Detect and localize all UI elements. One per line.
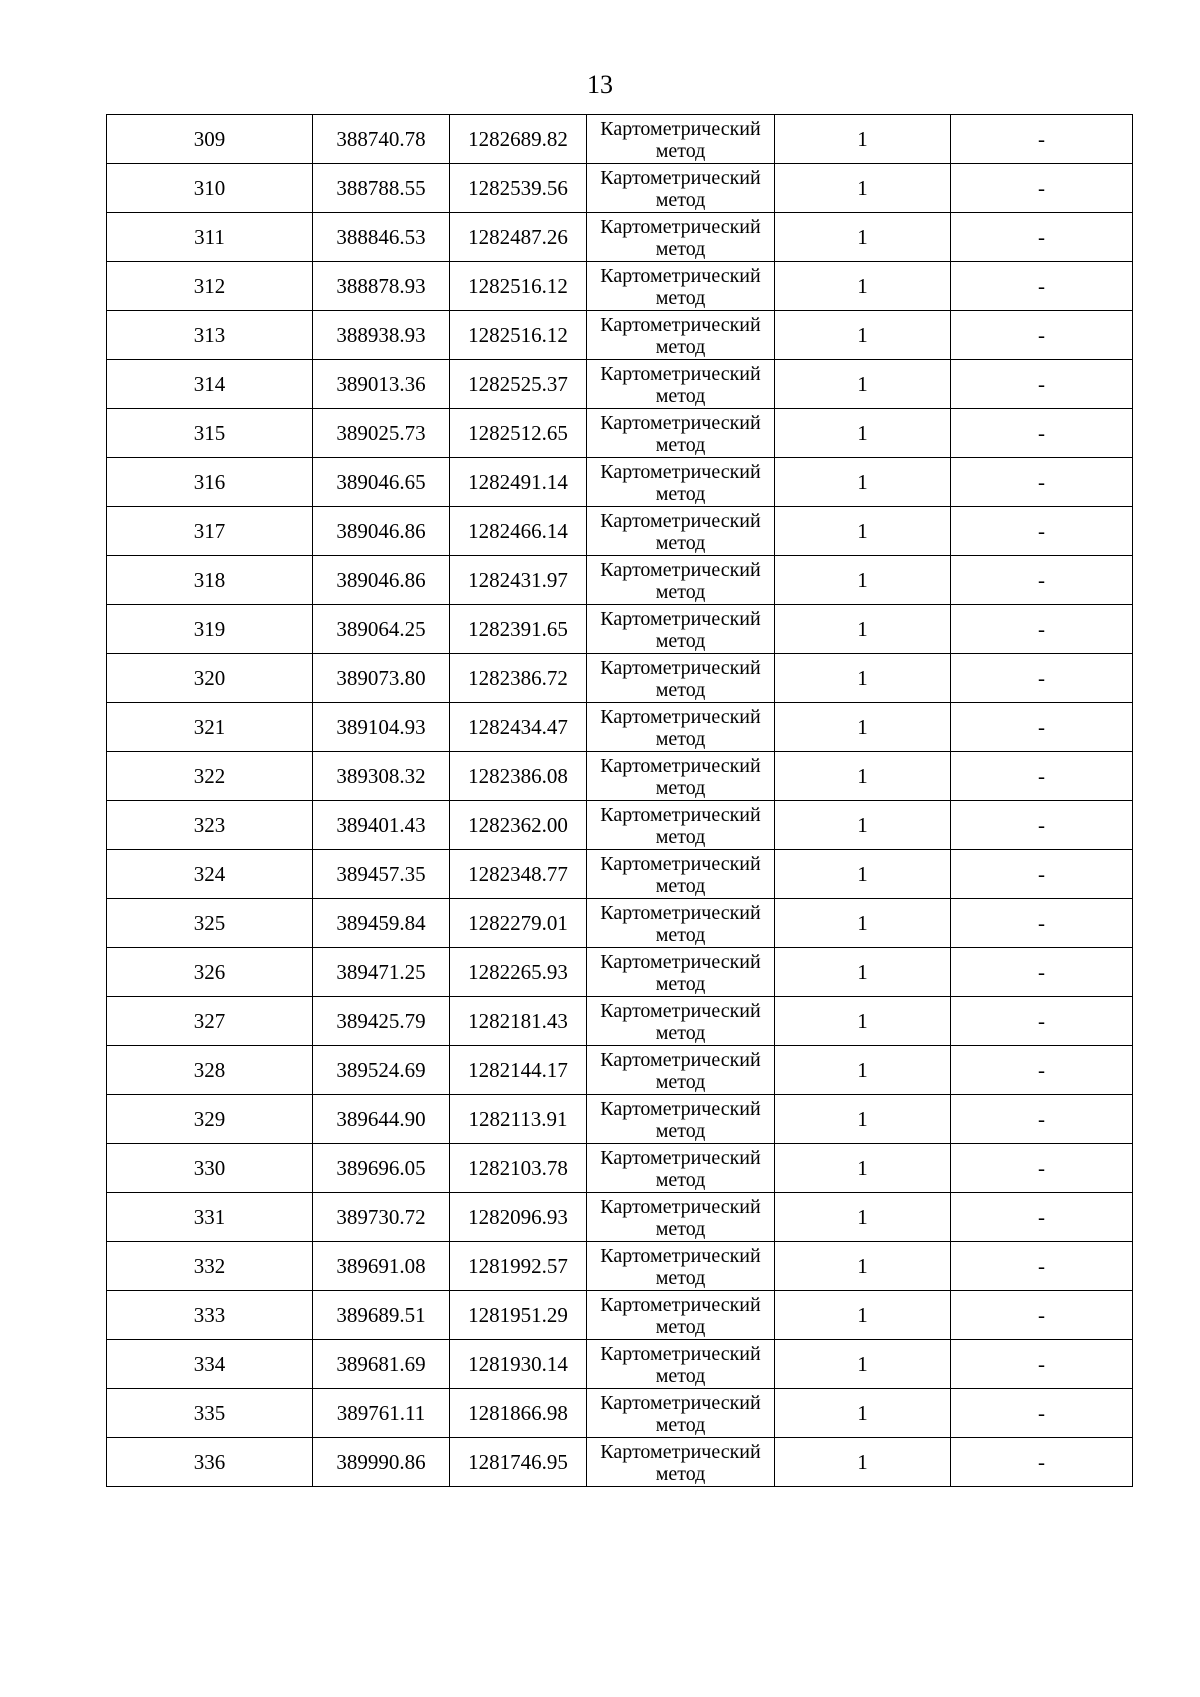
point-number-cell: 336 <box>107 1438 313 1487</box>
y-coordinate-cell: 1282466.14 <box>450 507 587 556</box>
method-line-2: метод <box>655 923 706 946</box>
y-coordinate-cell: 1281992.57 <box>450 1242 587 1291</box>
accuracy-cell: 1 <box>775 1144 951 1193</box>
method-line-2: метод <box>655 629 706 652</box>
x-coordinate-cell: 389681.69 <box>313 1340 450 1389</box>
method-line-2: метод <box>655 580 706 603</box>
accuracy-cell: 1 <box>775 311 951 360</box>
note-cell: - <box>951 703 1133 752</box>
accuracy-cell: 1 <box>775 458 951 507</box>
note-cell: - <box>951 1340 1133 1389</box>
y-coordinate-cell: 1282539.56 <box>450 164 587 213</box>
method-line-1: Картометрический <box>600 852 761 875</box>
table-row <box>107 115 1133 164</box>
accuracy-cell: 1 <box>775 360 951 409</box>
y-coordinate-cell: 1282386.72 <box>450 654 587 703</box>
y-coordinate-cell: 1282113.91 <box>450 1095 587 1144</box>
note-cell: - <box>951 752 1133 801</box>
x-coordinate-cell: 389761.11 <box>313 1389 450 1438</box>
note-cell: - <box>951 1193 1133 1242</box>
note-cell: - <box>951 458 1133 507</box>
method-cell <box>587 1340 775 1389</box>
method-line-2: метод <box>655 1021 706 1044</box>
accuracy-cell: 1 <box>775 1291 951 1340</box>
accuracy-cell: 1 <box>775 556 951 605</box>
x-coordinate-cell: 389990.86 <box>313 1438 450 1487</box>
y-coordinate-cell: 1281746.95 <box>450 1438 587 1487</box>
method-cell <box>587 1193 775 1242</box>
method-cell <box>587 948 775 997</box>
point-number-cell: 317 <box>107 507 313 556</box>
point-number-cell: 331 <box>107 1193 313 1242</box>
y-coordinate-cell: 1282096.93 <box>450 1193 587 1242</box>
method-line-2: метод <box>655 1266 706 1289</box>
table-row <box>107 360 1133 409</box>
note-cell: - <box>951 948 1133 997</box>
y-coordinate-cell: 1282144.17 <box>450 1046 587 1095</box>
accuracy-cell: 1 <box>775 654 951 703</box>
y-coordinate-cell: 1282362.00 <box>450 801 587 850</box>
method-line-1: Картометрический <box>600 215 761 238</box>
accuracy-cell: 1 <box>775 801 951 850</box>
y-coordinate-cell: 1282512.65 <box>450 409 587 458</box>
x-coordinate-cell: 389730.72 <box>313 1193 450 1242</box>
method-line-2: метод <box>655 1364 706 1387</box>
x-coordinate-cell: 389308.32 <box>313 752 450 801</box>
note-cell: - <box>951 801 1133 850</box>
x-coordinate-cell: 389073.80 <box>313 654 450 703</box>
x-coordinate-cell: 388846.53 <box>313 213 450 262</box>
table-row <box>107 1046 1133 1095</box>
method-line-1: Картометрический <box>600 313 761 336</box>
method-cell <box>587 115 775 164</box>
point-number-cell: 312 <box>107 262 313 311</box>
accuracy-cell: 1 <box>775 115 951 164</box>
method-line-1: Картометрический <box>600 558 761 581</box>
method-line-2: метод <box>655 1119 706 1142</box>
x-coordinate-cell: 389046.86 <box>313 507 450 556</box>
method-line-2: метод <box>655 188 706 211</box>
accuracy-cell: 1 <box>775 850 951 899</box>
y-coordinate-cell: 1282279.01 <box>450 899 587 948</box>
table-row <box>107 213 1133 262</box>
method-line-2: метод <box>655 433 706 456</box>
x-coordinate-cell: 388878.93 <box>313 262 450 311</box>
method-line-2: метод <box>655 972 706 995</box>
method-line-1: Картометрический <box>600 1293 761 1316</box>
accuracy-cell: 1 <box>775 752 951 801</box>
point-number-cell: 321 <box>107 703 313 752</box>
y-coordinate-cell: 1282516.12 <box>450 262 587 311</box>
table-row <box>107 752 1133 801</box>
note-cell: - <box>951 507 1133 556</box>
method-line-2: метод <box>655 139 706 162</box>
accuracy-cell: 1 <box>775 1389 951 1438</box>
method-cell <box>587 360 775 409</box>
table-row <box>107 801 1133 850</box>
point-number-cell: 311 <box>107 213 313 262</box>
y-coordinate-cell: 1282431.97 <box>450 556 587 605</box>
y-coordinate-cell: 1282689.82 <box>450 115 587 164</box>
accuracy-cell: 1 <box>775 997 951 1046</box>
table-row <box>107 1291 1133 1340</box>
note-cell: - <box>951 1046 1133 1095</box>
x-coordinate-cell: 389064.25 <box>313 605 450 654</box>
method-line-1: Картометрический <box>600 754 761 777</box>
method-line-1: Картометрический <box>600 362 761 385</box>
method-line-2: метод <box>655 1462 706 1485</box>
method-cell <box>587 703 775 752</box>
method-cell <box>587 850 775 899</box>
y-coordinate-cell: 1282386.08 <box>450 752 587 801</box>
table-row <box>107 1438 1133 1487</box>
table-row <box>107 1340 1133 1389</box>
method-line-1: Картометрический <box>600 1146 761 1169</box>
method-cell <box>587 899 775 948</box>
x-coordinate-cell: 389471.25 <box>313 948 450 997</box>
accuracy-cell: 1 <box>775 899 951 948</box>
method-line-2: метод <box>655 1217 706 1240</box>
note-cell: - <box>951 1438 1133 1487</box>
method-line-1: Картометрический <box>600 1097 761 1120</box>
note-cell: - <box>951 1095 1133 1144</box>
point-number-cell: 332 <box>107 1242 313 1291</box>
method-cell <box>587 556 775 605</box>
note-cell: - <box>951 899 1133 948</box>
accuracy-cell: 1 <box>775 1095 951 1144</box>
point-number-cell: 318 <box>107 556 313 605</box>
method-cell <box>587 605 775 654</box>
x-coordinate-cell: 388740.78 <box>313 115 450 164</box>
method-line-1: Картометрический <box>600 950 761 973</box>
method-cell <box>587 213 775 262</box>
note-cell: - <box>951 262 1133 311</box>
point-number-cell: 326 <box>107 948 313 997</box>
method-cell <box>587 1291 775 1340</box>
note-cell: - <box>951 850 1133 899</box>
note-cell: - <box>951 654 1133 703</box>
method-cell <box>587 654 775 703</box>
method-line-1: Картометрический <box>600 999 761 1022</box>
method-line-1: Картометрический <box>600 607 761 630</box>
note-cell: - <box>951 997 1133 1046</box>
point-number-cell: 327 <box>107 997 313 1046</box>
table-row <box>107 703 1133 752</box>
point-number-cell: 330 <box>107 1144 313 1193</box>
method-line-2: метод <box>655 678 706 701</box>
x-coordinate-cell: 389025.73 <box>313 409 450 458</box>
x-coordinate-cell: 388938.93 <box>313 311 450 360</box>
method-line-2: метод <box>655 286 706 309</box>
table-row <box>107 1242 1133 1291</box>
accuracy-cell: 1 <box>775 507 951 556</box>
note-cell: - <box>951 1144 1133 1193</box>
table-row <box>107 164 1133 213</box>
method-line-2: метод <box>655 482 706 505</box>
method-cell <box>587 752 775 801</box>
accuracy-cell: 1 <box>775 213 951 262</box>
method-cell <box>587 164 775 213</box>
point-number-cell: 334 <box>107 1340 313 1389</box>
method-line-1: Картометрический <box>600 1391 761 1414</box>
method-line-1: Картометрический <box>600 901 761 924</box>
y-coordinate-cell: 1282525.37 <box>450 360 587 409</box>
table-body <box>107 115 1133 1487</box>
table-row <box>107 997 1133 1046</box>
method-cell <box>587 458 775 507</box>
method-line-1: Картометрический <box>600 1342 761 1365</box>
accuracy-cell: 1 <box>775 703 951 752</box>
x-coordinate-cell: 389013.36 <box>313 360 450 409</box>
point-number-cell: 315 <box>107 409 313 458</box>
accuracy-cell: 1 <box>775 409 951 458</box>
point-number-cell: 319 <box>107 605 313 654</box>
method-line-1: Картометрический <box>600 1244 761 1267</box>
accuracy-cell: 1 <box>775 262 951 311</box>
table-row <box>107 1193 1133 1242</box>
method-line-2: метод <box>655 237 706 260</box>
x-coordinate-cell: 389644.90 <box>313 1095 450 1144</box>
point-number-cell: 310 <box>107 164 313 213</box>
y-coordinate-cell: 1281930.14 <box>450 1340 587 1389</box>
point-number-cell: 323 <box>107 801 313 850</box>
point-number-cell: 329 <box>107 1095 313 1144</box>
method-line-2: метод <box>655 825 706 848</box>
y-coordinate-cell: 1282487.26 <box>450 213 587 262</box>
method-line-2: метод <box>655 1413 706 1436</box>
coordinates-table <box>106 114 1133 1487</box>
note-cell: - <box>951 556 1133 605</box>
table-row <box>107 899 1133 948</box>
note-cell: - <box>951 164 1133 213</box>
accuracy-cell: 1 <box>775 948 951 997</box>
method-cell <box>587 409 775 458</box>
method-cell <box>587 1389 775 1438</box>
method-cell <box>587 507 775 556</box>
method-cell <box>587 1095 775 1144</box>
table-row <box>107 1095 1133 1144</box>
accuracy-cell: 1 <box>775 1193 951 1242</box>
note-cell: - <box>951 605 1133 654</box>
method-line-1: Картометрический <box>600 705 761 728</box>
method-cell <box>587 1144 775 1193</box>
table-row <box>107 1389 1133 1438</box>
accuracy-cell: 1 <box>775 1438 951 1487</box>
y-coordinate-cell: 1281951.29 <box>450 1291 587 1340</box>
y-coordinate-cell: 1281866.98 <box>450 1389 587 1438</box>
point-number-cell: 324 <box>107 850 313 899</box>
point-number-cell: 313 <box>107 311 313 360</box>
point-number-cell: 314 <box>107 360 313 409</box>
y-coordinate-cell: 1282103.78 <box>450 1144 587 1193</box>
accuracy-cell: 1 <box>775 1046 951 1095</box>
accuracy-cell: 1 <box>775 605 951 654</box>
accuracy-cell: 1 <box>775 1242 951 1291</box>
y-coordinate-cell: 1282391.65 <box>450 605 587 654</box>
x-coordinate-cell: 388788.55 <box>313 164 450 213</box>
table-row <box>107 850 1133 899</box>
y-coordinate-cell: 1282265.93 <box>450 948 587 997</box>
method-cell <box>587 1046 775 1095</box>
method-cell <box>587 1242 775 1291</box>
x-coordinate-cell: 389425.79 <box>313 997 450 1046</box>
point-number-cell: 325 <box>107 899 313 948</box>
table-row <box>107 1144 1133 1193</box>
method-line-1: Картометрический <box>600 460 761 483</box>
note-cell: - <box>951 360 1133 409</box>
accuracy-cell: 1 <box>775 164 951 213</box>
method-line-2: метод <box>655 1070 706 1093</box>
method-cell <box>587 997 775 1046</box>
x-coordinate-cell: 389524.69 <box>313 1046 450 1095</box>
method-line-1: Картометрический <box>600 411 761 434</box>
method-cell <box>587 311 775 360</box>
table-row <box>107 311 1133 360</box>
method-line-1: Картометрический <box>600 1440 761 1463</box>
y-coordinate-cell: 1282348.77 <box>450 850 587 899</box>
method-line-2: метод <box>655 1315 706 1338</box>
method-line-1: Картометрический <box>600 264 761 287</box>
x-coordinate-cell: 389046.65 <box>313 458 450 507</box>
note-cell: - <box>951 213 1133 262</box>
method-cell <box>587 801 775 850</box>
y-coordinate-cell: 1282181.43 <box>450 997 587 1046</box>
table-row <box>107 948 1133 997</box>
x-coordinate-cell: 389401.43 <box>313 801 450 850</box>
note-cell: - <box>951 1291 1133 1340</box>
point-number-cell: 333 <box>107 1291 313 1340</box>
y-coordinate-cell: 1282491.14 <box>450 458 587 507</box>
method-line-2: метод <box>655 1168 706 1191</box>
note-cell: - <box>951 409 1133 458</box>
method-line-1: Картометрический <box>600 117 761 140</box>
table-row <box>107 458 1133 507</box>
y-coordinate-cell: 1282516.12 <box>450 311 587 360</box>
x-coordinate-cell: 389691.08 <box>313 1242 450 1291</box>
x-coordinate-cell: 389696.05 <box>313 1144 450 1193</box>
method-line-2: метод <box>655 531 706 554</box>
accuracy-cell: 1 <box>775 1340 951 1389</box>
point-number-cell: 320 <box>107 654 313 703</box>
table-row <box>107 507 1133 556</box>
note-cell: - <box>951 311 1133 360</box>
x-coordinate-cell: 389046.86 <box>313 556 450 605</box>
method-line-1: Картометрический <box>600 1048 761 1071</box>
method-line-1: Картометрический <box>600 509 761 532</box>
note-cell: - <box>951 115 1133 164</box>
note-cell: - <box>951 1389 1133 1438</box>
method-cell <box>587 1438 775 1487</box>
note-cell: - <box>951 1242 1133 1291</box>
x-coordinate-cell: 389457.35 <box>313 850 450 899</box>
x-coordinate-cell: 389104.93 <box>313 703 450 752</box>
table-row <box>107 556 1133 605</box>
table-row <box>107 654 1133 703</box>
table-row <box>107 262 1133 311</box>
x-coordinate-cell: 389459.84 <box>313 899 450 948</box>
page-number: 13 <box>587 70 613 99</box>
method-line-1: Картометрический <box>600 1195 761 1218</box>
method-line-2: метод <box>655 727 706 750</box>
point-number-cell: 335 <box>107 1389 313 1438</box>
method-line-2: метод <box>655 776 706 799</box>
method-line-1: Картометрический <box>600 803 761 826</box>
method-line-2: метод <box>655 874 706 897</box>
method-line-1: Картометрический <box>600 656 761 679</box>
method-line-1: Картометрический <box>600 166 761 189</box>
point-number-cell: 322 <box>107 752 313 801</box>
table-row <box>107 409 1133 458</box>
point-number-cell: 309 <box>107 115 313 164</box>
point-number-cell: 316 <box>107 458 313 507</box>
table-row <box>107 605 1133 654</box>
x-coordinate-cell: 389689.51 <box>313 1291 450 1340</box>
method-cell <box>587 262 775 311</box>
point-number-cell: 328 <box>107 1046 313 1095</box>
y-coordinate-cell: 1282434.47 <box>450 703 587 752</box>
method-line-2: метод <box>655 335 706 358</box>
method-line-2: метод <box>655 384 706 407</box>
